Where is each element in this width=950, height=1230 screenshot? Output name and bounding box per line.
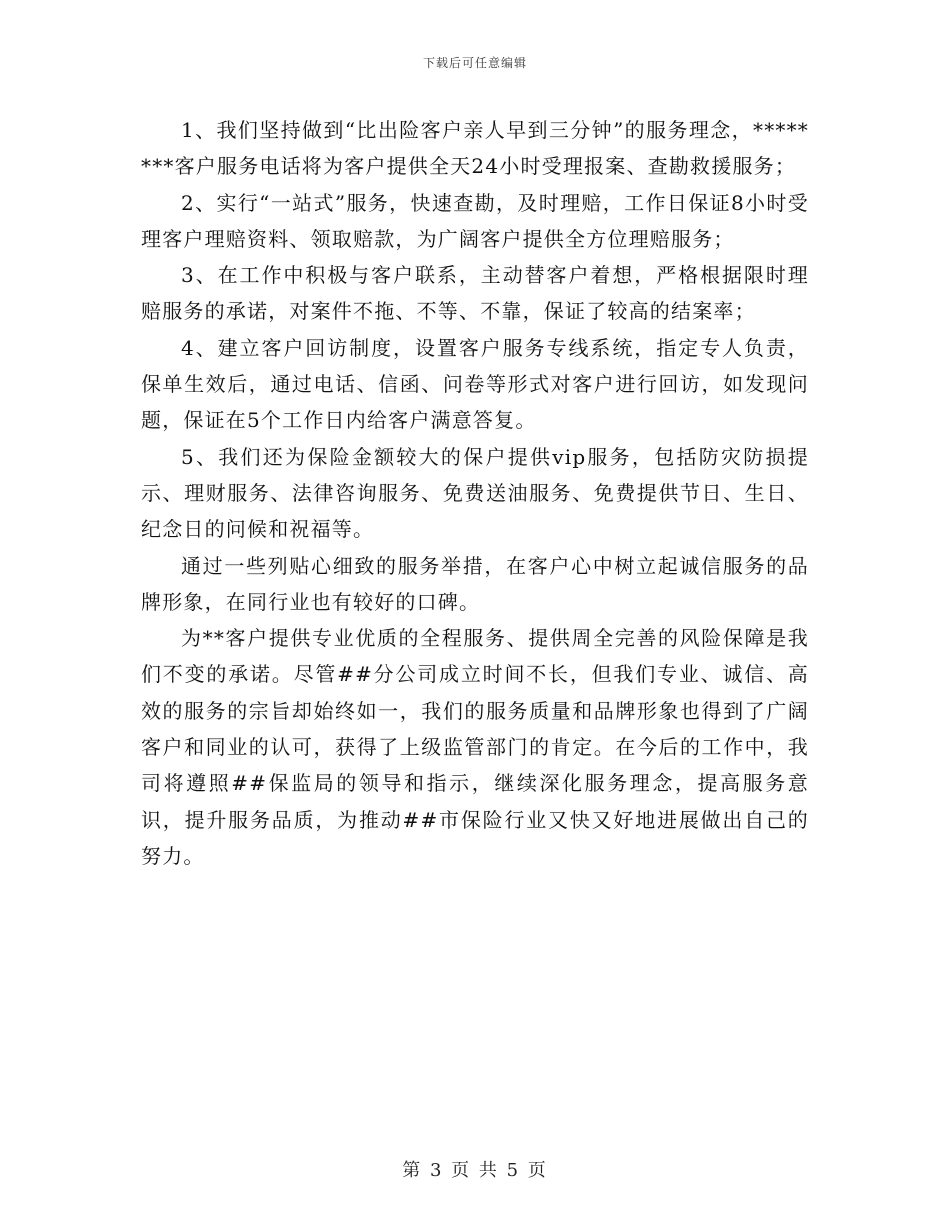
paragraph-service-item-2: 2、实行“一站式”服务，快速查勘，及时理赔，工作日保证8小时受理客户理赔资料、领取赔款，为广阔客户提供全方位理赔服务； [141,190,809,251]
document-body [141,112,809,874]
paragraph-service-item-1: 1、我们坚持做到“比出险客户亲人早到三分钟”的服务理念，********客户服务电话将为客户提供全天24小时受理报案、查勘救援服务； [141,118,809,179]
paragraph-commitment: 为**客户提供专业优质的全程服务、提供周全完善的风险保障是我们不变的承诺。尽管##分公司成立时间不长，但我们专业、诚信、高效的服务的宗旨却始终如一，我们的服务质量和品牌形象也得到了广阔客户和同业的认可，获得了上级监管部门的肯定。在今后的工作中，我司将遵照##保监局的领导和指示，继续深化服务理念，提高服务意识，提升服务品质，为推动##市保险行业又快又好地进展做出自己的努力。 [141,626,809,868]
page-number-footer: 第 3 页 共 5 页 [402,1160,548,1181]
paragraph-service-item-5: 5、我们还为保险金额较大的保户提供vip服务，包括防灾防损提示、理财服务、法律咨询服务、免费送油服务、免费提供节日、生日、纪念日的问候和祝福等。 [141,444,809,542]
paragraph-summary: 通过一些列贴心细致的服务举措，在客户心中树立起诚信服务的品牌形象，在同行业也有较好的口碑。 [141,553,809,614]
paragraph-service-item-4: 4、建立客户回访制度，设置客户服务专线系统，指定专人负责，保单生效后，通过电话、信函、问卷等形式对客户进行回访，如发现问题，保证在5个工作日内给客户满意答复。 [141,335,809,433]
paragraph-service-item-3: 3、在工作中积极与客户联系，主动替客户着想，严格根据限时理赔服务的承诺，对案件不拖、不等、不靠，保证了较高的结案率； [141,263,809,324]
page-header: 下载后可任意编辑 [422,56,527,70]
